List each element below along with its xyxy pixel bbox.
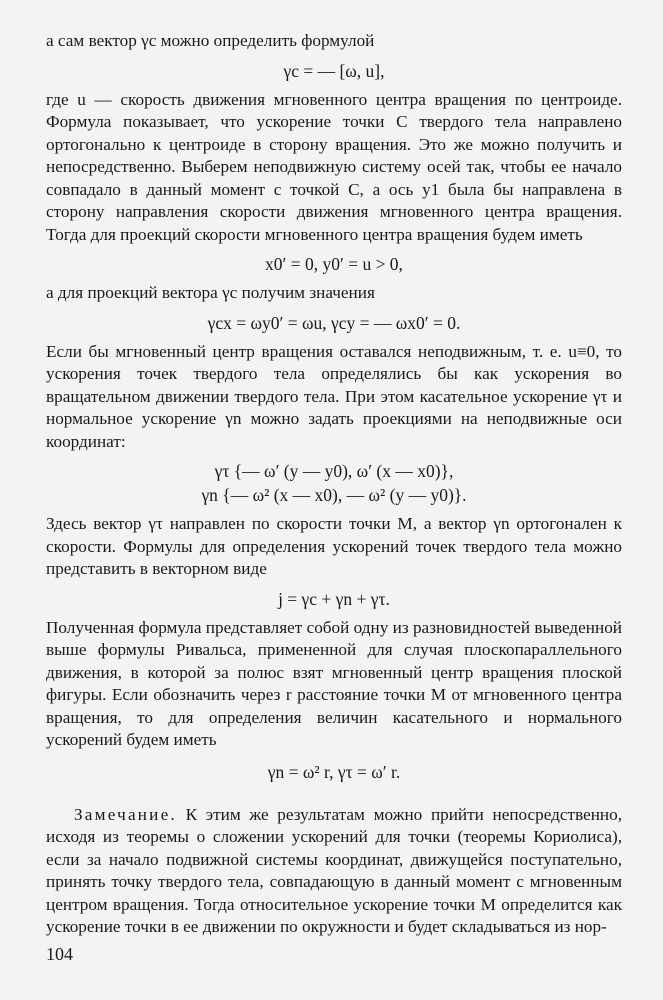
equation-6: γn = ω² r, γτ = ω′ r. xyxy=(267,761,401,782)
equation-1: γc = — [ω, u], xyxy=(283,60,385,81)
paragraph-3: а для проекций вектора γc получим значения xyxy=(46,283,375,302)
page-body xyxy=(46,30,622,939)
remark-text: К этим же результатам можно прийти непосредственно, исходя из теоремы о сложении ускорений для точки (теоремы Кориолиса), если за начало подвижной системы координат, движущейся поступательно, принять точку твердого тела, совпадающую в данный момент с мгновенным центром вращения. Тогда относительное ускорение точки M определится как ускорение точки в ее движении по окружности и будет складываться из нор- xyxy=(46,804,622,936)
equation-5: j = γc + γn + γτ. xyxy=(278,588,390,609)
equation-4b: γn {— ω² (x — x0), — ω² (y — y0)}. xyxy=(201,485,467,505)
remark-heading: Замечание. xyxy=(74,804,177,824)
equation-4a: γτ {— ω′ (y — y0), ω′ (x — x0)}, xyxy=(214,461,454,481)
paragraph-4: Если бы мгновенный центр вращения оставался неподвижным, т. е. u≡0, то ускорения точек твердого тела определялись бы как ускорения во вращательном движении твердого тела. При этом касательное ускорение γτ и нормальное ускорение γn можно задать проекциями на неподвижные оси координат: xyxy=(46,341,622,451)
equation-3: γcx = ωy0′ = ωu, γcy = — ωx0′ = 0. xyxy=(207,312,461,333)
equation-2: x0′ = 0, y0′ = u > 0, xyxy=(265,254,403,274)
paragraph-5: Здесь вектор γτ направлен по скорости точки M, а вектор γn ортогонален к скорости. Формулы для определения ускорений точек твердого тела можно представить в векторном виде xyxy=(46,514,622,578)
paragraph-1: а сам вектор γc можно определить формулой xyxy=(46,31,375,50)
paragraph-7 xyxy=(46,804,622,939)
paragraph-2: где u — скорость движения мгновенного центра вращения по центроиде. Формула показывает, что ускорение точки C твердого тела направлено ортогонально к центроиде в сторону вращения. Это же можно получить и непосредственно. Выберем неподвижную систему осей так, чтобы ее начало совпадало в данный момент с точкой C, а ось y1 была бы направлена в сторону направления скорости движения мгновенного центра вращения. Тогда для проекций скорости мгновенного центра вращения будем иметь xyxy=(46,89,622,244)
paragraph-6: Полученная формула представляет собой одну из разновидностей выведенной выше формулы Ривальса, примененной для случая плоскопараллельного движения, в которой за полюс взят мгновенный центр вращения плоской фигуры. Если обозначить через r расстояние точки M от мгновенного центра вращения, то для определения величин касательного и нормального ускорений будем иметь xyxy=(46,617,622,749)
page-number: 104 xyxy=(46,944,73,964)
